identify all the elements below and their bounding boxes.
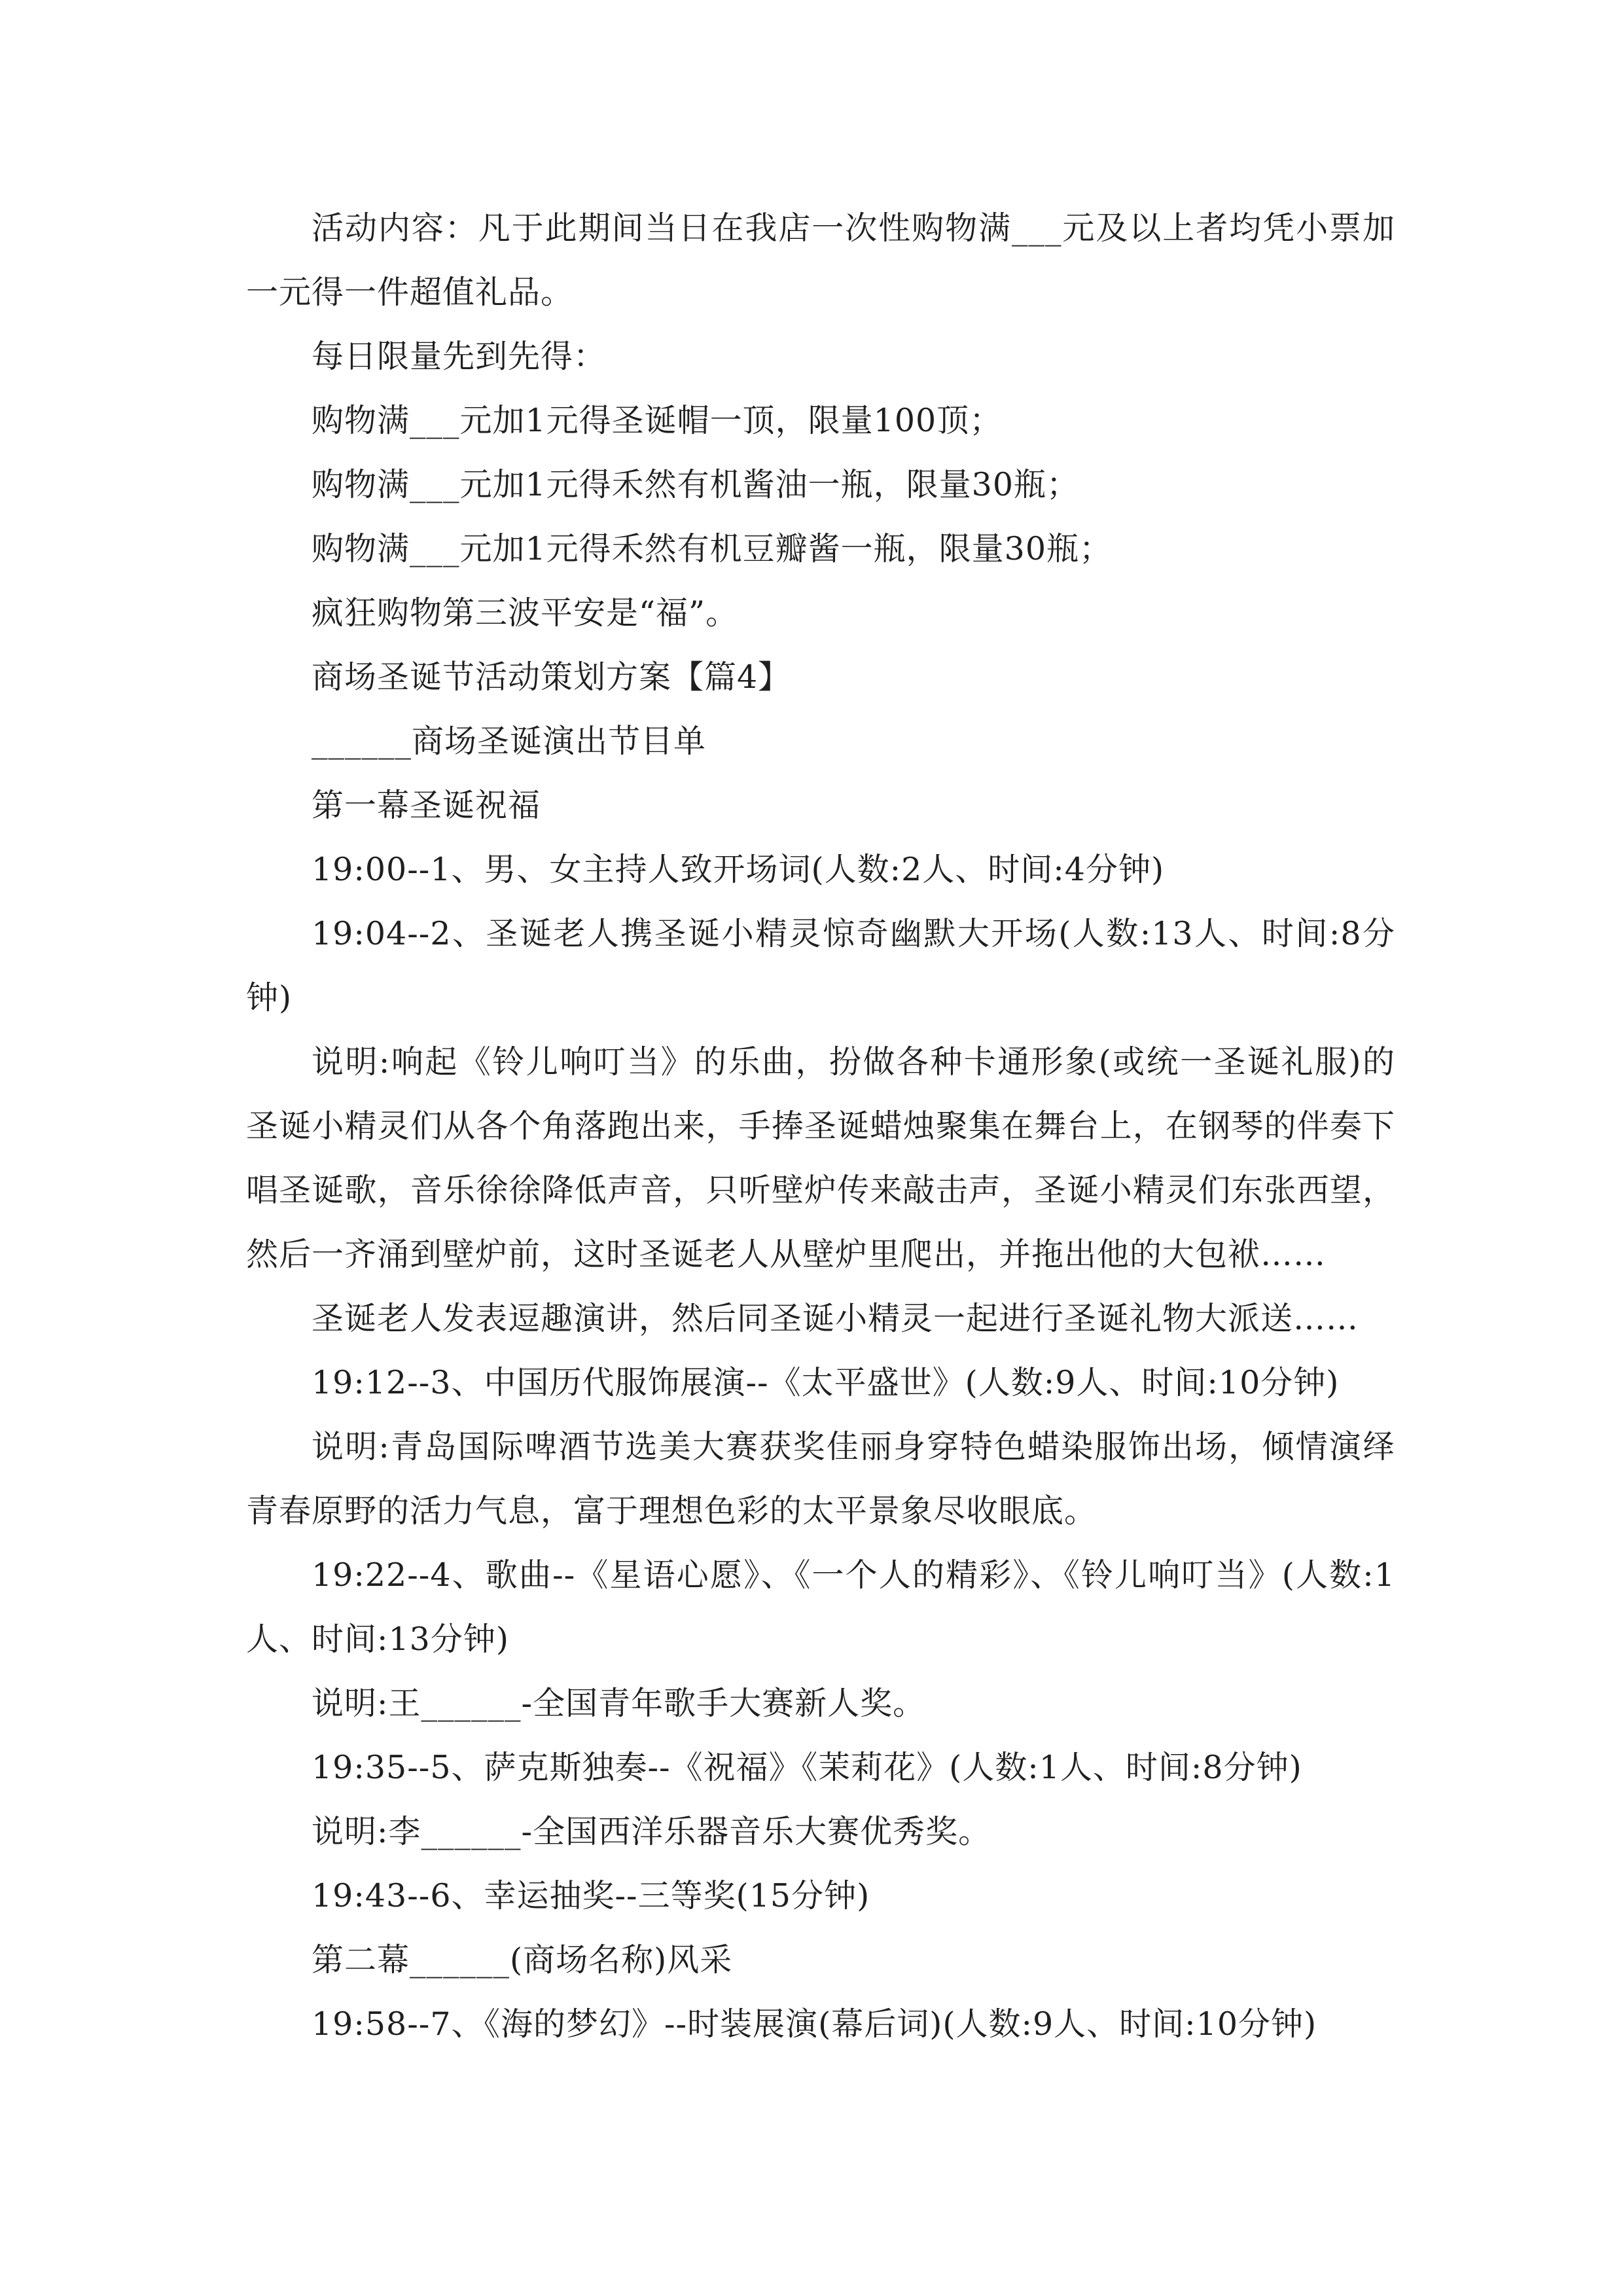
paragraph-gift-bean-paste: 购物满___元加1元得禾然有机豆瓣酱一瓶，限量30瓶；	[312, 530, 1113, 567]
program-item-6: 19:43--6、幸运抽奖--三等奖(15分钟)	[312, 1877, 870, 1914]
paragraph-third-wave: 疯狂购物第三波平安是“福”。	[312, 594, 739, 632]
paragraph-daily-limit: 每日限量先到先得：	[312, 338, 607, 375]
program-item-4: 19:22--4、歌曲--《星语心愿》、《一个人的精彩》、《铃儿响叮当》(人数:1人、时间:13分钟)	[246, 1556, 1395, 1658]
paragraph-gift-hat: 购物满___元加1元得圣诞帽一顶，限量100顶；	[312, 402, 1003, 439]
document-body	[246, 196, 1395, 2056]
program-item-3-description: 说明:青岛国际啤酒节选美大赛获奖佳丽身穿特色蜡染服饰出场，倾情演绎青春原野的活力气息，富于理想色彩的太平景象尽收眼底。	[246, 1428, 1395, 1530]
program-item-5: 19:35--5、萨克斯独奏--《祝福》《茉莉花》(人数:1人、时间:8分钟)	[312, 1749, 1302, 1786]
act-one-heading: 第一幕圣诞祝福	[312, 787, 541, 824]
program-item-3: 19:12--3、中国历代服饰展演--《太平盛世》(人数:9人、时间:10分钟)	[312, 1364, 1340, 1401]
program-item-2-description-cont: 圣诞老人发表逗趣演讲，然后同圣诞小精灵一起进行圣诞礼物大派送……	[312, 1300, 1359, 1337]
paragraph-gift-soy-sauce: 购物满___元加1元得禾然有机酱油一瓶，限量30瓶；	[312, 466, 1080, 503]
act-two-heading: 第二幕______(商场名称)风采	[312, 1941, 733, 1979]
program-item-5-description: 说明:李______-全国西洋乐器音乐大赛优秀奖。	[312, 1813, 991, 1850]
program-item-4-description: 说明:王______-全国青年歌手大赛新人奖。	[312, 1685, 926, 1722]
section-heading: 商场圣诞节活动策划方案【篇4】	[312, 658, 791, 696]
program-item-2-description: 说明:响起《铃儿响叮当》的乐曲，扮做各种卡通形象(或统一圣诞礼服)的圣诞小精灵们从各个角落跑出来，手捧圣诞蜡烛聚集在舞台上，在钢琴的伴奏下唱圣诞歌，音乐徐徐降低声音，只听壁炉传来敲击声，圣诞小精灵们东张西望，然后一齐涌到壁炉前，这时圣诞老人从壁炉里爬出，并拖出他的大包袱……	[246, 1043, 1395, 1273]
paragraph-activity-content: 活动内容：凡于此期间当日在我店一次性购物满___元及以上者均凭小票加一元得一件超值礼品。	[246, 209, 1395, 311]
program-item-2: 19:04--2、圣诞老人携圣诞小精灵惊奇幽默大开场(人数:13人、时间:8分钟)	[246, 915, 1395, 1016]
program-item-1: 19:00--1、男、女主持人致开场词(人数:2人、时间:4分钟)	[312, 851, 1165, 888]
program-item-7: 19:58--7、《海的梦幻》--时装展演(幕后词)(人数:9人、时间:10分钟)	[312, 2005, 1317, 2043]
program-title: ______商场圣诞演出节目单	[312, 723, 707, 760]
